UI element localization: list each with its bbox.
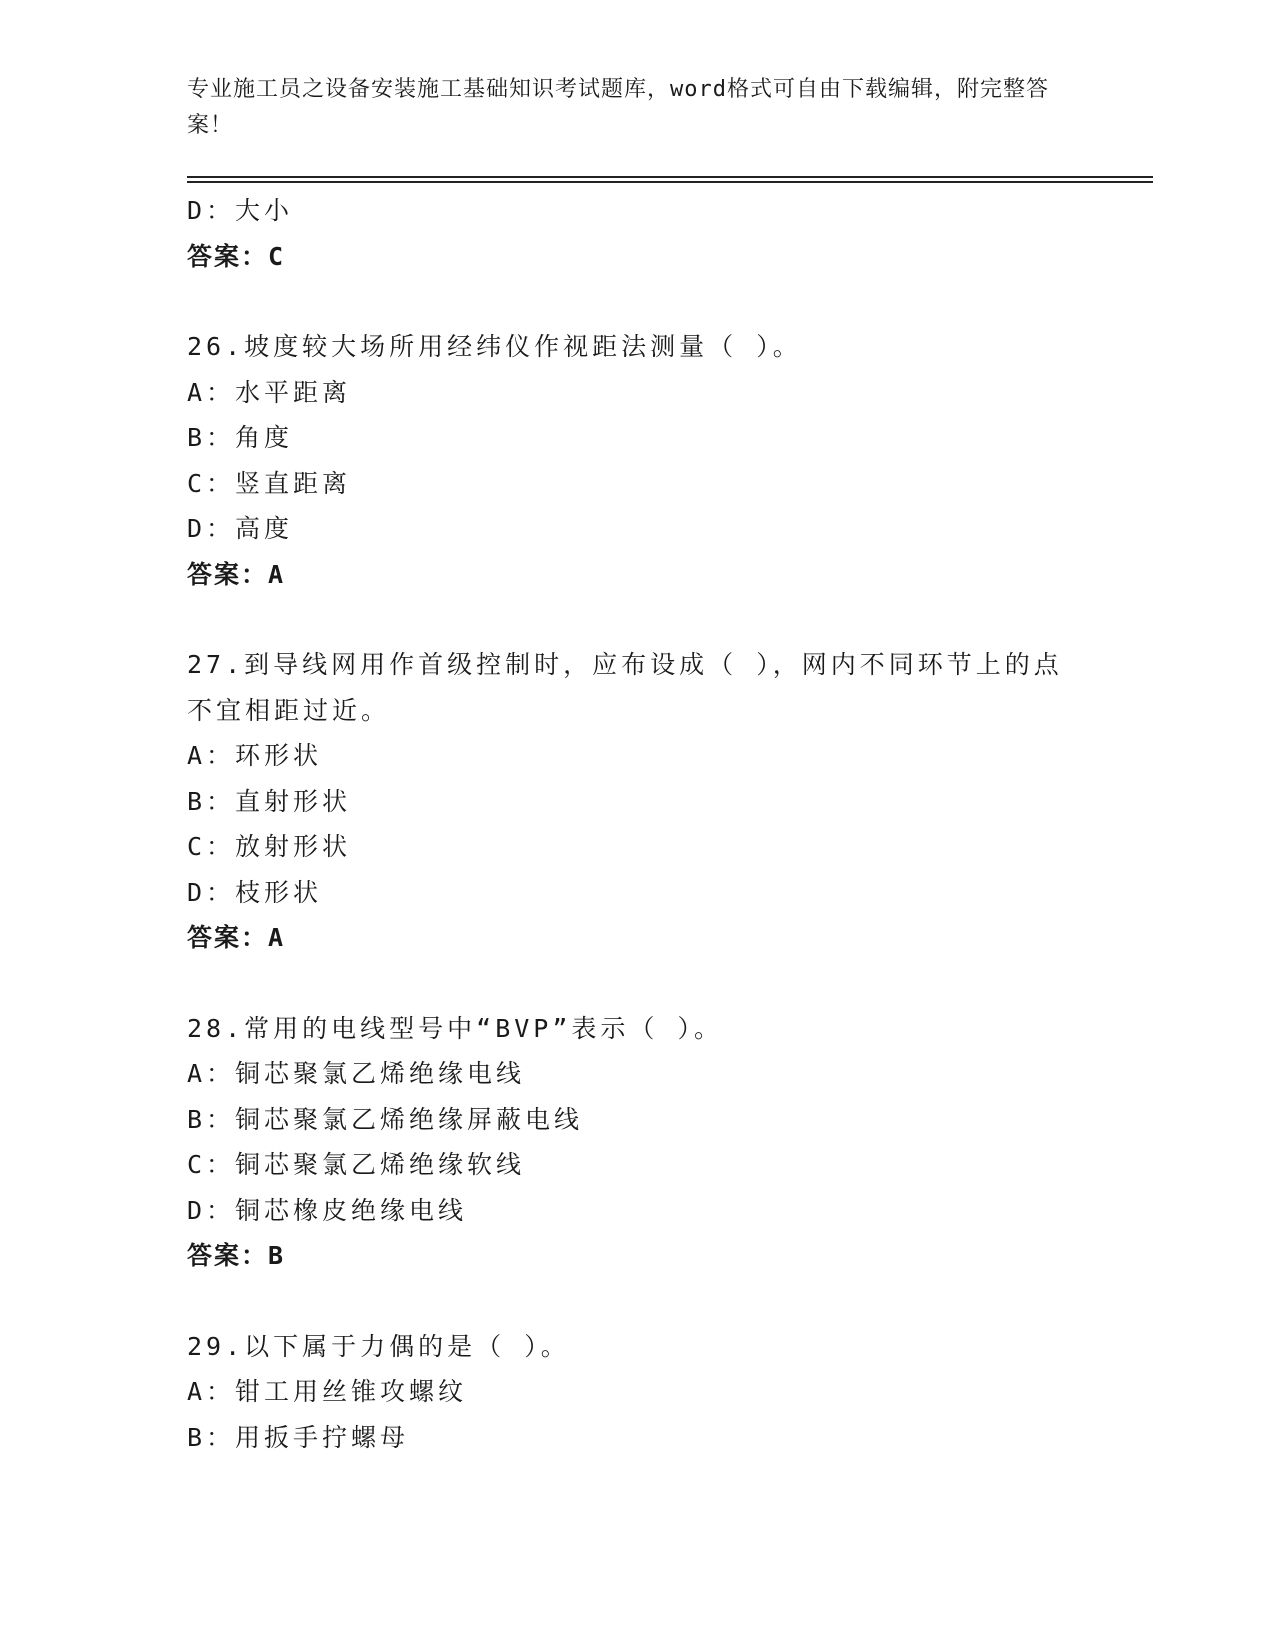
option-d: D：大小 (187, 196, 294, 225)
question-26-option-c: C：竖直距离 (187, 468, 352, 498)
question-26-option-a: A：水平距离 (187, 377, 352, 407)
header-divider-bottom (187, 181, 1153, 183)
question-27-option-b: B：直射形状 (187, 786, 352, 816)
question-list (187, 188, 1087, 1460)
answer: 答案：C (187, 241, 286, 271)
question-29-option-a: A：钳工用丝锥攻螺纹 (187, 1377, 468, 1406)
question-26-answer: 答案：A (187, 559, 286, 589)
question-27-option-a: A：环形状 (187, 741, 323, 770)
question-26-option-b: B：角度 (187, 423, 294, 452)
question-26: 26.坡度较大场所用经纬仪作视距法测量（ ）。 (187, 332, 802, 361)
question-27-option-c: C：放射形状 (187, 832, 352, 861)
header-divider-top (187, 176, 1153, 178)
question-27-option-d: D：枝形状 (187, 877, 323, 907)
question-28: 28.常用的电线型号中“BVP”表示（ ）。 (187, 1013, 723, 1043)
question-28-option-b: B：铜芯聚氯乙烯绝缘屏蔽电线 (187, 1104, 584, 1134)
question-27-answer: 答案：A (187, 923, 286, 952)
question-29: 29.以下属于力偶的是（ ）。 (187, 1331, 570, 1361)
question-27-line-1: 27.到导线网用作首级控制时，应布设成（ ），网内不同环节上的点 (187, 650, 1063, 679)
document-header: 专业施工员之设备安装施工基础知识考试题库，word格式可自由下载编辑，附完整答案！ (187, 77, 1049, 138)
question-28-answer: 答案：B (187, 1241, 286, 1270)
question-28-option-a: A：铜芯聚氯乙烯绝缘电线 (187, 1059, 526, 1088)
question-27-line-2: 不宜相距过近。 (187, 695, 391, 725)
question-28-option-d: D：铜芯橡皮绝缘电线 (187, 1195, 468, 1225)
question-28-option-c: C：铜芯聚氯乙烯绝缘软线 (187, 1150, 526, 1179)
question-26-option-d: D：高度 (187, 514, 294, 543)
question-29-option-b: B：用扳手拧螺母 (187, 1422, 410, 1452)
